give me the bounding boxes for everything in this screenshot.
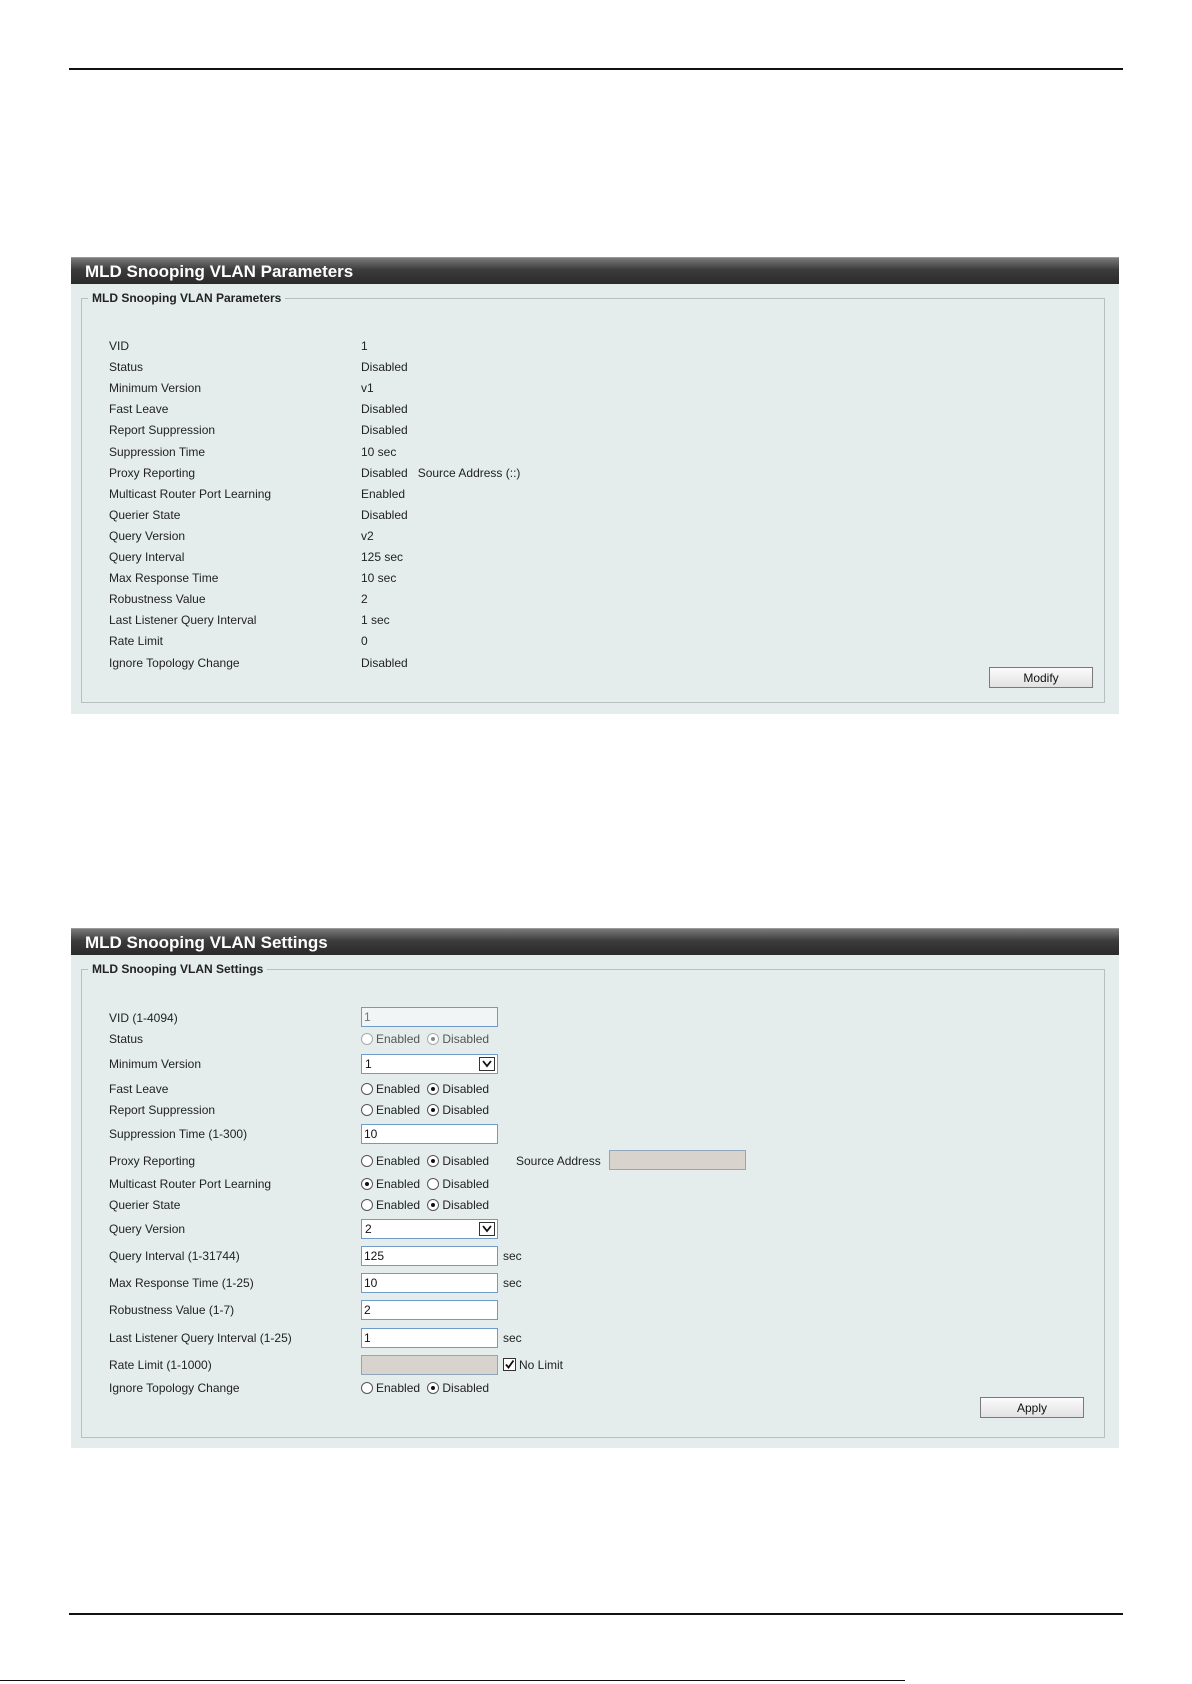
param-value: Disabled Source Address (::) [361, 466, 521, 480]
param-value: 125 sec [361, 550, 404, 564]
robustness-value-label: Robustness Value (1-7) [109, 1303, 235, 1317]
report-suppression-enabled-radio[interactable] [361, 1104, 373, 1116]
bottom-rule [69, 1613, 1123, 1615]
status-disabled-radio[interactable] [427, 1033, 439, 1045]
fast-leave-radio-group [361, 1082, 489, 1096]
param-label: Querier State [109, 508, 181, 522]
param-label: Ignore Topology Change [109, 656, 240, 670]
suppression-time-input[interactable] [361, 1124, 498, 1144]
report-suppression-disabled-radio[interactable] [427, 1104, 439, 1116]
query-version-value: 2 [365, 1222, 372, 1236]
status-disabled-label: Disabled [442, 1032, 490, 1046]
settings-legend: MLD Snooping VLAN Settings [92, 962, 264, 976]
param-value: 2 [361, 592, 368, 606]
params-legend: MLD Snooping VLAN Parameters [92, 291, 282, 305]
query-version-label: Query Version [109, 1222, 186, 1236]
no-limit-option [503, 1358, 563, 1372]
querier-state-disabled-label: Disabled [442, 1198, 490, 1212]
param-label: Last Listener Query Interval [109, 613, 257, 627]
report-suppression-disabled-label: Disabled [442, 1103, 490, 1117]
max-response-time-unit: sec [503, 1276, 522, 1290]
param-label: Robustness Value [109, 592, 206, 606]
param-label: Minimum Version [109, 381, 202, 395]
param-value: Disabled [361, 360, 408, 374]
param-label: VID [109, 339, 130, 353]
fast-leave-disabled-label: Disabled [442, 1082, 490, 1096]
minimum-version-value: 1 [365, 1057, 372, 1071]
query-interval-label: Query Interval (1-31744) [109, 1249, 240, 1263]
suppression-time-label: Suppression Time (1-300) [109, 1127, 248, 1141]
status-radio-group [361, 1032, 489, 1046]
vid-input[interactable] [361, 1007, 498, 1027]
last-listener-interval-label: Last Listener Query Interval (1-25) [109, 1331, 292, 1345]
settings-panel [71, 928, 1119, 1448]
apply-button[interactable]: Apply [980, 1397, 1084, 1418]
source-address-label: Source Address [516, 1154, 601, 1168]
status-enabled-label: Enabled [376, 1032, 421, 1046]
robustness-value-input[interactable] [361, 1300, 498, 1320]
query-interval-unit: sec [503, 1249, 522, 1263]
chevron-down-icon [479, 1057, 495, 1071]
mrouter-learning-enabled-radio[interactable] [361, 1178, 373, 1190]
querier-state-label: Querier State [109, 1198, 181, 1212]
fast-leave-disabled-radio[interactable] [427, 1083, 439, 1095]
proxy-reporting-enabled-label: Enabled [376, 1154, 421, 1168]
minimum-version-select[interactable] [361, 1054, 498, 1074]
mrouter-learning-radio-group [361, 1177, 489, 1191]
param-value: Disabled [361, 423, 408, 437]
query-interval-input[interactable] [361, 1246, 498, 1266]
param-value: 10 sec [361, 571, 397, 585]
source-address-input[interactable] [609, 1150, 746, 1170]
fast-leave-label: Fast Leave [109, 1082, 169, 1096]
param-value: Enabled [361, 487, 406, 501]
modify-button[interactable]: Modify [989, 667, 1093, 688]
settings-panel-title: MLD Snooping VLAN Settings [71, 928, 1119, 955]
params-panel [71, 257, 1119, 714]
query-version-select[interactable] [361, 1219, 498, 1239]
fast-leave-enabled-label: Enabled [376, 1082, 421, 1096]
param-label: Rate Limit [109, 634, 164, 648]
param-value: Disabled [361, 508, 408, 522]
param-value: v1 [361, 381, 374, 395]
querier-state-enabled-label: Enabled [376, 1198, 421, 1212]
max-response-time-input[interactable] [361, 1273, 498, 1293]
param-label: Fast Leave [109, 402, 169, 416]
proxy-reporting-label: Proxy Reporting [109, 1154, 196, 1168]
param-label: Max Response Time [109, 571, 219, 585]
ignore-topology-change-radio-group [361, 1381, 489, 1395]
no-limit-checkbox[interactable] [503, 1358, 516, 1371]
param-label: Multicast Router Port Learning [109, 487, 272, 501]
vid-label: VID (1-4094) [109, 1011, 178, 1025]
fast-leave-enabled-radio[interactable] [361, 1083, 373, 1095]
rate-limit-input[interactable] [361, 1355, 498, 1375]
rate-limit-label: Rate Limit (1-1000) [109, 1358, 212, 1372]
proxy-reporting-disabled-label: Disabled [442, 1154, 490, 1168]
top-rule [69, 68, 1123, 70]
max-response-time-label: Max Response Time (1-25) [109, 1276, 254, 1290]
params-fieldset [81, 291, 1105, 703]
report-suppression-radio-group [361, 1103, 489, 1117]
param-label: Query Interval [109, 550, 185, 564]
param-value: Disabled [361, 402, 408, 416]
settings-fieldset [81, 962, 1105, 1438]
ignore-topology-change-label: Ignore Topology Change [109, 1381, 240, 1395]
param-label: Query Version [109, 529, 186, 543]
params-panel-title: MLD Snooping VLAN Parameters [71, 257, 1119, 284]
proxy-reporting-disabled-radio[interactable] [427, 1155, 439, 1167]
ignore-topology-change-enabled-radio[interactable] [361, 1382, 373, 1394]
ignore-topology-change-disabled-radio[interactable] [427, 1382, 439, 1394]
report-suppression-label: Report Suppression [109, 1103, 216, 1117]
chevron-down-icon [479, 1222, 495, 1236]
report-suppression-enabled-label: Enabled [376, 1103, 421, 1117]
param-value: 10 sec [361, 445, 397, 459]
querier-state-disabled-radio[interactable] [427, 1199, 439, 1211]
ignore-topology-change-enabled-label: Enabled [376, 1381, 421, 1395]
proxy-reporting-enabled-radio[interactable] [361, 1155, 373, 1167]
last-listener-interval-unit: sec [503, 1331, 522, 1345]
mrouter-learning-disabled-radio[interactable] [427, 1178, 439, 1190]
status-enabled-radio[interactable] [361, 1033, 373, 1045]
proxy-reporting-radio-group [361, 1154, 489, 1168]
mrouter-learning-disabled-label: Disabled [442, 1177, 490, 1191]
no-limit-label: No Limit [519, 1358, 564, 1372]
param-value: Disabled [361, 656, 408, 670]
param-label: Proxy Reporting [109, 466, 196, 480]
querier-state-radio-group [361, 1198, 489, 1212]
param-value: 0 [361, 634, 368, 648]
status-label: Status [109, 1032, 144, 1046]
querier-state-enabled-radio[interactable] [361, 1199, 373, 1211]
footer-rule [0, 1680, 905, 1681]
ignore-topology-change-disabled-label: Disabled [442, 1381, 490, 1395]
last-listener-interval-input[interactable] [361, 1328, 498, 1348]
param-label: Status [109, 360, 144, 374]
mrouter-learning-label: Multicast Router Port Learning [109, 1177, 272, 1191]
param-value: v2 [361, 529, 374, 543]
param-label: Report Suppression [109, 423, 216, 437]
param-label: Suppression Time [109, 445, 206, 459]
minimum-version-label: Minimum Version [109, 1057, 202, 1071]
param-value: 1 sec [361, 613, 390, 627]
param-value: 1 [361, 339, 368, 353]
mrouter-learning-enabled-label: Enabled [376, 1177, 421, 1191]
